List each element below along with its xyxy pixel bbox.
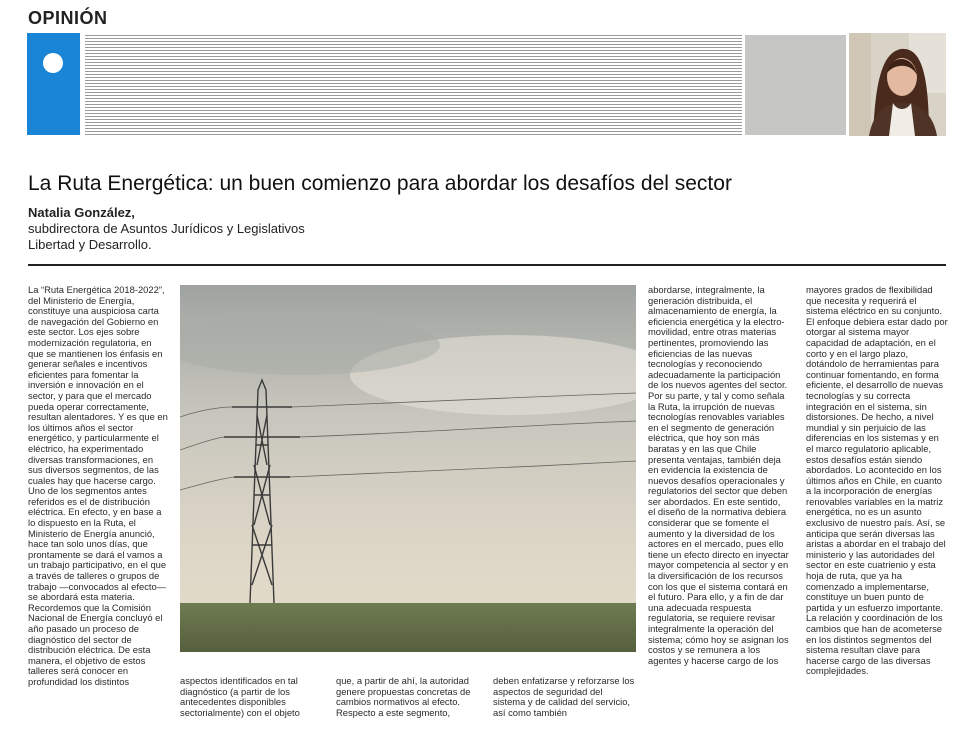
body-text: que, a partir de ahí, la autoridad genere propuestas concretas de cambios normativos al efecto. Respecto a este segmento,	[336, 675, 471, 718]
striped-banner	[85, 35, 742, 135]
article-headline: La Ruta Energética: un buen comienzo para abordar los desafíos del sector	[28, 172, 732, 195]
body-column-5	[648, 285, 790, 666]
gray-panel	[745, 35, 846, 135]
author-role: subdirectora de Asuntos Jurídicos y Legislativos	[28, 221, 305, 236]
body-column-1	[28, 285, 168, 688]
author-portrait	[849, 33, 946, 136]
body-text: deben enfatizarse y reforzarse los aspectos de seguridad del sistema y de calidad del servicio, así como también	[493, 675, 635, 718]
body-text: abordarse, integralmente, la generación distribuida, el almacenamiento de energía, la eficiencia energética y la electro-movilidad, entre otras materias pertinentes, promoviendo las eficiencias de las nuevas tecnologías y reconociendo adecuadamente la participación de los nuevos agentes del sector. Por su parte, y tal y como señala la Ruta, la irrupción de nuevas tecnologías renovables variables en el segmento de generación eléctrica, que hoy son más baratas y en las que Chile presenta ventajas, también deja en evidencia la existencia de nuevos desafíos operacionales y regulatorios del sector que deben ser abordados. En este sentido, el diseño de la normativa debiera considerar que se fomente el aumento y la diversidad de los actores en el mercado, pues ello tiene un efecto directo en inyectar mayor competencia al sector y en la diversificación de los recursos con los que el sistema contará en el futuro. Para ello, y a fin de dar una adecuada respuesta regulatoria, se requiere revisar integralmente la operación del sistema; cómo hoy se asignan los costos y se remunera a los agentes y hacerse cargo de los	[648, 284, 789, 666]
section-badge	[27, 33, 80, 135]
author-block	[28, 205, 305, 253]
author-organization: Libertad y Desarrollo.	[28, 237, 152, 252]
power-tower-photo	[180, 285, 636, 652]
body-text: aspectos identificados en tal diagnóstico (a partir de los antecedentes disponibles sectorialmente) con el objeto	[180, 675, 300, 718]
body-column-4	[493, 676, 636, 718]
badge-dot-icon	[43, 53, 63, 73]
author-name: Natalia González,	[28, 205, 135, 220]
body-text: mayores grados de flexibilidad que necesita y requerirá el sistema eléctrico en su conjunto. El enfoque debiera estar dado por otorgar al sistema mayor capacidad de adaptación, en el corto y en el largo plazo, dotándolo de herramientas para continuar fomentando, en forma eficiente, el desarrollo de nuevas tecnologías y su correcta integración en el sistema, sin distorsiones. De hecho, a nivel mundial y sin perjuicio de las diferencias en los sistemas y en el marco regulatorio aplicable, estos desafíos están siendo abordados. Lo acontecido en los últimos años en Chile, en cuanto a la incorporación de energías renovables variables en la matriz energética, no es un asunto exclusivo de nuestro país. Así, se anticipa que serán diversas las aristas a abordar en el trabajo del ministerio y las autoridades del sector en este cuatrienio y esta hoja de ruta, que ya ha comenzado a implementarse, constituye un buen punto de partida y un esfuerzo importante. La relación y coordinación de los cambios que han de acometerse en los distintos segmentos del sistema resultan clave para hacerse cargo de las diversas complejidades.	[806, 284, 948, 677]
body-column-6	[806, 285, 948, 677]
header-divider	[28, 264, 946, 266]
section-label: OPINIÓN	[28, 8, 108, 28]
body-column-2	[180, 676, 322, 718]
body-text: La “Ruta Energética 2018-2022”, del Ministerio de Energía, constituye una auspiciosa carta de navegación del Gobierno en este sector. Los ejes sobre modernización regulatoria, en que se mantienen los énfasis en generar señales e incentivos eficientes para fomentar la inversión e innovación en el sector, y para que el mercado pueda operar correctamente, resultan alentadores. Y es que en los últimos años el sector energético, y particularmente el eléctrico, ha experimentado diversas transformaciones, en sus diversos segmentos, de las cuales hay que hacerse cargo. Uno de los segmentos antes referidos es el de distribución eléctrica. En efecto, y en base a lo dispuesto en la Ruta, el Ministerio de Energía anunció, hace tan solo unos días, que prontamente se dará el vamos a un trabajo participativo, en el que a través de talleres o grupos de trabajo —convocados al efecto— se abordará esta materia. Recordemos que la Comisión Nacional de Energía concluyó el año pasado un proceso de diagnóstico del sector de distribución eléctrica. De esta manera, el objetivo de estos talleres será conocer en profundidad los distintos	[28, 284, 168, 687]
body-column-3	[336, 676, 478, 718]
header-band	[27, 33, 946, 136]
